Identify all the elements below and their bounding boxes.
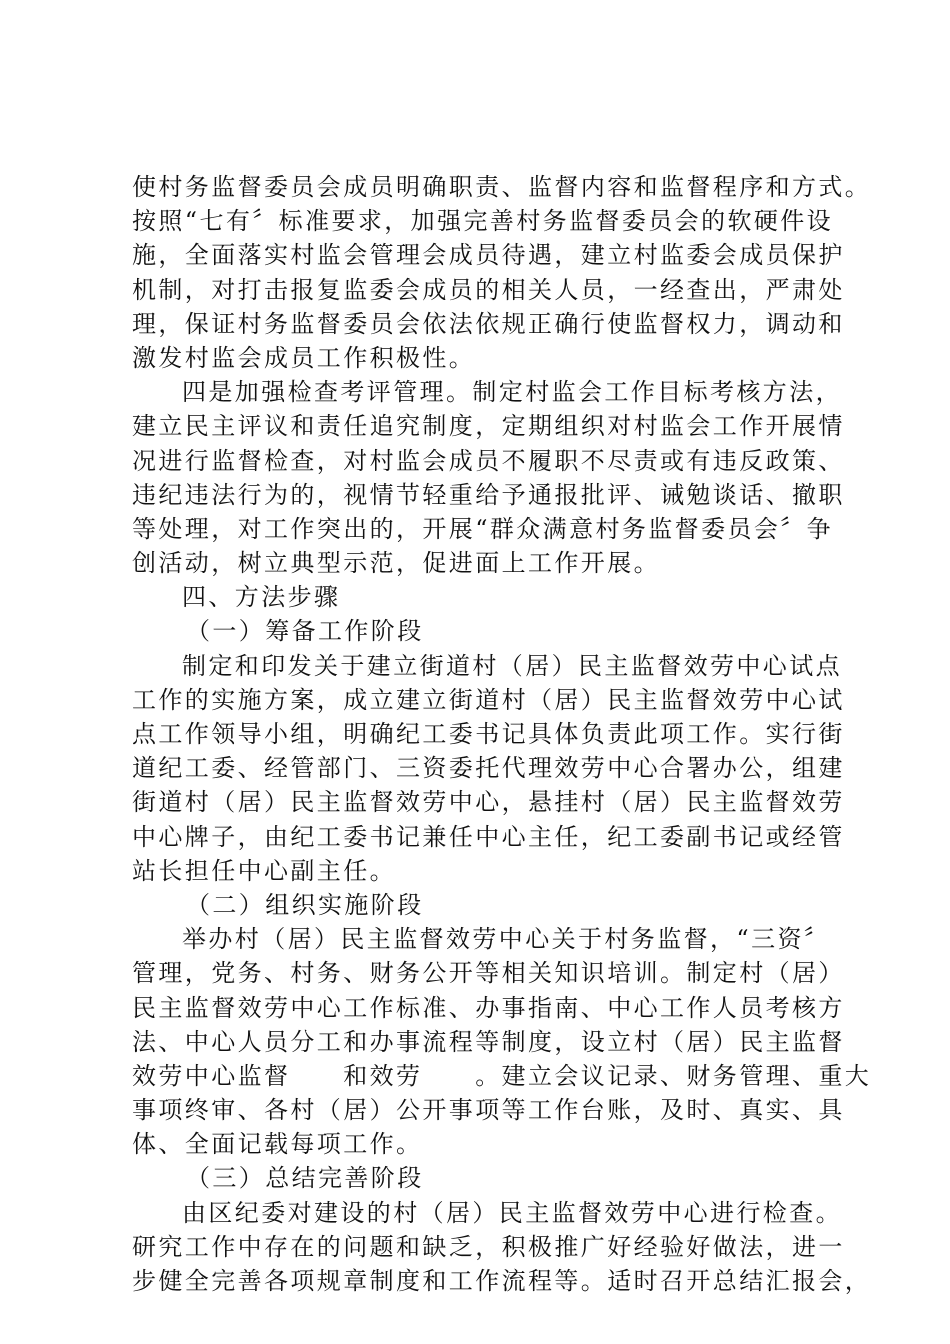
text-line: 违纪违法行为的，视情节轻重给予通报批评、诫勉谈话、撤职 [132, 480, 845, 509]
section-heading: 四、方法步骤 [182, 583, 341, 612]
text-line: 工作的实施方案，成立建立街道村（居）民主监督效劳中心试 [132, 685, 845, 714]
text-line: 街道村（居）民主监督效劳中心，悬挂村（居）民主监督效劳 [132, 788, 845, 817]
text-line: 法、中心人员分工和办事流程等制度，设立村（居）民主监督 [132, 1027, 845, 1056]
text-line: 建立民主评议和责任追究制度，定期组织对村监会工作开展情 [132, 412, 845, 441]
paragraph-start-line: 制定和印发关于建立街道村（居）民主监督效劳中心试点 [182, 651, 842, 680]
document-body [132, 170, 872, 1298]
subsection-heading: （三）总结完善阶段 [186, 1164, 424, 1193]
text-line: 效劳中心监督 和效劳 。建立会议记录、财务管理、重大 [132, 1061, 872, 1090]
text-line: 研究工作中存在的问题和缺乏，积极推广好经验好做法，进一 [132, 1232, 845, 1261]
text-line: 使村务监督委员会成员明确职责、监督内容和监督程序和方式。 [132, 173, 872, 201]
text-line: 站长担任中心副主任。 [132, 856, 396, 885]
text-line: 道纪工委、经管部门、三资委托代理效劳中心合署办公，组建 [132, 754, 845, 783]
text-line: 点工作领导小组，明确纪工委书记具体负责此项工作。实行街 [132, 720, 845, 748]
text-line: 民主监督效劳中心工作标准、办事指南、中心工作人员考核方 [132, 993, 845, 1022]
paragraph-start-line: 举办村（居）民主监督效劳中心关于村务监督，“三资〞 [182, 925, 831, 954]
subsection-heading: （二）组织实施阶段 [186, 890, 424, 919]
text-line: 中心牌子，由纪工委书记兼任中心主任，纪工委副书记或经管 [132, 822, 845, 851]
text-line: 管理，党务、村务、财务公开等相关知识培训。制定村（居） [132, 959, 845, 988]
text-line: 按照“七有〞标准要求，加强完善村务监督委员会的软硬件设 [132, 207, 834, 236]
text-line: 机制，对打击报复监委会成员的相关人员，一经查出，严肃处 [132, 275, 845, 304]
text-line: 事项终审、各村（居）公开事项等工作台账，及时、真实、具 [132, 1096, 845, 1125]
text-line: 等处理，对工作突出的，开展“群众满意村务监督委员会〞争 [132, 514, 834, 543]
text-line: 理，保证村务监督委员会依法依规正确行使监督权力，调动和 [132, 309, 845, 338]
paragraph-start-line: 四是加强检查考评管理。制定村监会工作目标考核方法， [182, 378, 842, 407]
text-line: 体、全面记载每项工作。 [132, 1130, 423, 1159]
text-line: 况进行监督检查，对村监会成员不履职不尽责或有违反政策、 [132, 446, 845, 475]
text-line: 创活动，树立典型示范，促进面上工作开展。 [132, 549, 660, 578]
text-line: 步健全完善各项规章制度和工作流程等。适时召开总结汇报会， [132, 1267, 872, 1295]
paragraph-start-line: 由区纪委对建设的村（居）民主监督效劳中心进行检查。 [182, 1198, 842, 1227]
subsection-heading: （一）筹备工作阶段 [186, 617, 424, 646]
text-line: 施，全面落实村监会管理会成员待遇，建立村监委会成员保护 [132, 241, 845, 270]
text-line: 激发村监会成员工作积极性。 [132, 343, 476, 372]
